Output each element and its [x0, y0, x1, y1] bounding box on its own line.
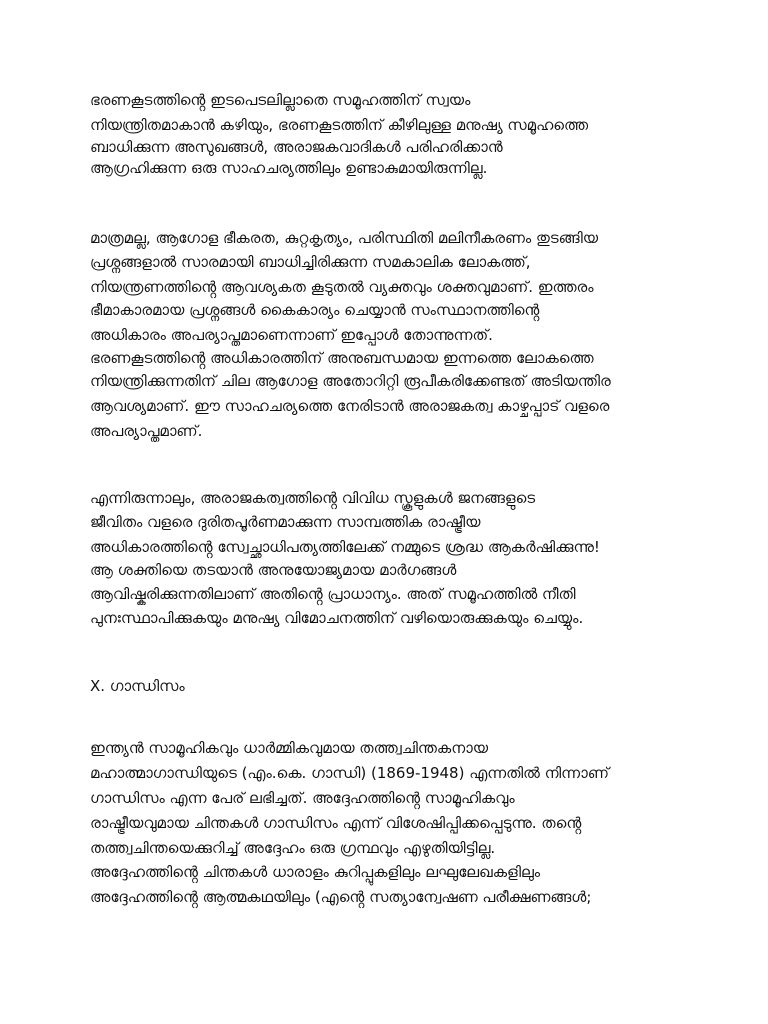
text-line: ആവശ്യമാണ്. ഈ സാഹചര്യത്തെ നേരിടാൻ അരാജകത്വ കാഴ്ചപ്പാട് വളരെ: [90, 397, 610, 415]
text-line: മാത്രമല്ല, ആഗോള ഭീകരത, കുറ്റകൃത്യം, പരിസ്ഥിതി മലിനീകരണം തുടങ്ങിയ: [90, 229, 599, 247]
text-line: ജീവിതം വളരെ ദുരിതപൂർണമാക്കുന്ന സാമ്പത്തിക രാഷ്ട്രീയ: [90, 513, 481, 531]
text-line: അപര്യാപ്തമാണ്.: [90, 422, 203, 440]
text-line: ബാധിക്കുന്ന അസുഖങ്ങൾ, അരാജകവാദികൾ പരിഹരിക്കാൻ: [90, 138, 503, 156]
text-line: ആവിഷ്കരിക്കുന്നതിലാണ് അതിൻ്റെ പ്രാധാന്യം. അത് സമൂഹത്തിൽ നീതി: [90, 585, 576, 603]
text-line: രാഷ്ട്രീയവുമായ ചിന്തകൾ ഗാന്ധിസം എന്ന് വിശേഷിപ്പിക്കപ്പെടുന്നു. തൻ്റെ: [90, 814, 582, 832]
text-line: പുനഃസ്ഥാപിക്കുകയും മനുഷ്യ വിമോചനത്തിന് വഴിയൊരുക്കുകയും ചെയ്യും.: [90, 609, 584, 627]
text-line: ഭരണകൂടത്തിൻ്റെ അധികാരത്തിന് അനുബന്ധമായ ഇന്നത്തെ ലോകത്തെ: [90, 349, 594, 367]
section-heading: X. ഗാന്ധിസം: [90, 677, 185, 695]
text-line: പ്രശ്നങ്ങളാൽ സാരമായി ബാധിച്ചിരിക്കുന്ന സമകാലിക ലോകത്ത്,: [90, 253, 531, 271]
text-line: നിയന്ത്രിക്കുന്നതിന് ചില ആഗോള അതോറിറ്റി രൂപീകരിക്കേണ്ടത് അടിയന്തിര: [90, 372, 611, 390]
text-line: അദ്ദേഹത്തിൻ്റെ ചിന്തകൾ ധാരാളം കുറിപ്പുകളിലും ലഘുലേഖകളിലും: [90, 863, 541, 881]
text-line: ഭരണകൂടത്തിൻ്റെ ഇടപെടലില്ലാതെ സമൂഹത്തിന് സ്വയം: [90, 91, 471, 109]
text-line: നിയന്ത്രണത്തിൻ്റെ ആവശ്യകത കൂടുതൽ വ്യക്തവും ശക്തവുമാണ്. ഇത്തരം: [90, 278, 594, 296]
text-line: അധികാരം അപര്യാപ്തമാണെന്നാണ് ഇപ്പോൾ തോന്നുന്നത്.: [90, 326, 493, 344]
text-line: തത്ത്വചിന്തയെക്കുറിച്ച് അദ്ദേഹം ഒരു ഗ്രന്ഥവും എഴുതിയിട്ടില്ല.: [90, 839, 496, 857]
text-line: നിയന്ത്രിതമാകാൻ കഴിയും, ഭരണകൂടത്തിന് കീഴിലുള്ള മനുഷ്യ സമൂഹത്തെ: [90, 116, 589, 134]
text-line: ആ ശക്തിയെ തടയാൻ അനുയോജ്യമായ മാർഗങ്ങൾ: [90, 561, 457, 579]
text-line: എന്നിരുന്നാലും, അരാജകത്വത്തിൻ്റെ വിവിധ സ്കൂളുകൾ ജനങ്ങളുടെ: [90, 489, 536, 507]
text-line: മഹാത്മാഗാന്ധിയുടെ (എം.കെ. ഗാന്ധി) (1869-1948) എന്നതിൽ നിന്നാണ്: [90, 764, 609, 782]
text-line: ഭീമാകാരമായ പ്രശ്നങ്ങൾ കൈകാര്യം ചെയ്യാൻ സംസ്ഥാനത്തിൻ്റെ: [90, 301, 540, 319]
text-line: അധികാരത്തിൻ്റെ സ്വേച്ഛാധിപത്യത്തിലേക്ക് നമ്മുടെ ശ്രദ്ധ ആകർഷിക്കുന്നു!: [90, 538, 600, 556]
text-line: ഇന്ത്യൻ സാമൂഹികവും ധാർമ്മികവുമായ തത്ത്വചിന്തകനായ: [90, 739, 489, 757]
text-line: ഗാന്ധിസം എന്ന പേര് ലഭിച്ചത്. അദ്ദേഹത്തിൻ്റെ സാമൂഹികവും: [90, 789, 515, 807]
text-line: അദ്ദേഹത്തിൻ്റെ ആത്മകഥയിലും (എൻ്റെ സത്യാന്വേഷണ പരീക്ഷണങ്ങൾ;: [90, 888, 592, 906]
text-line: ആഗ്രഹിക്കുന്ന ഒരു സാഹചര്യത്തിലും ഉണ്ടാകുമായിരുന്നില്ല.: [90, 159, 488, 177]
